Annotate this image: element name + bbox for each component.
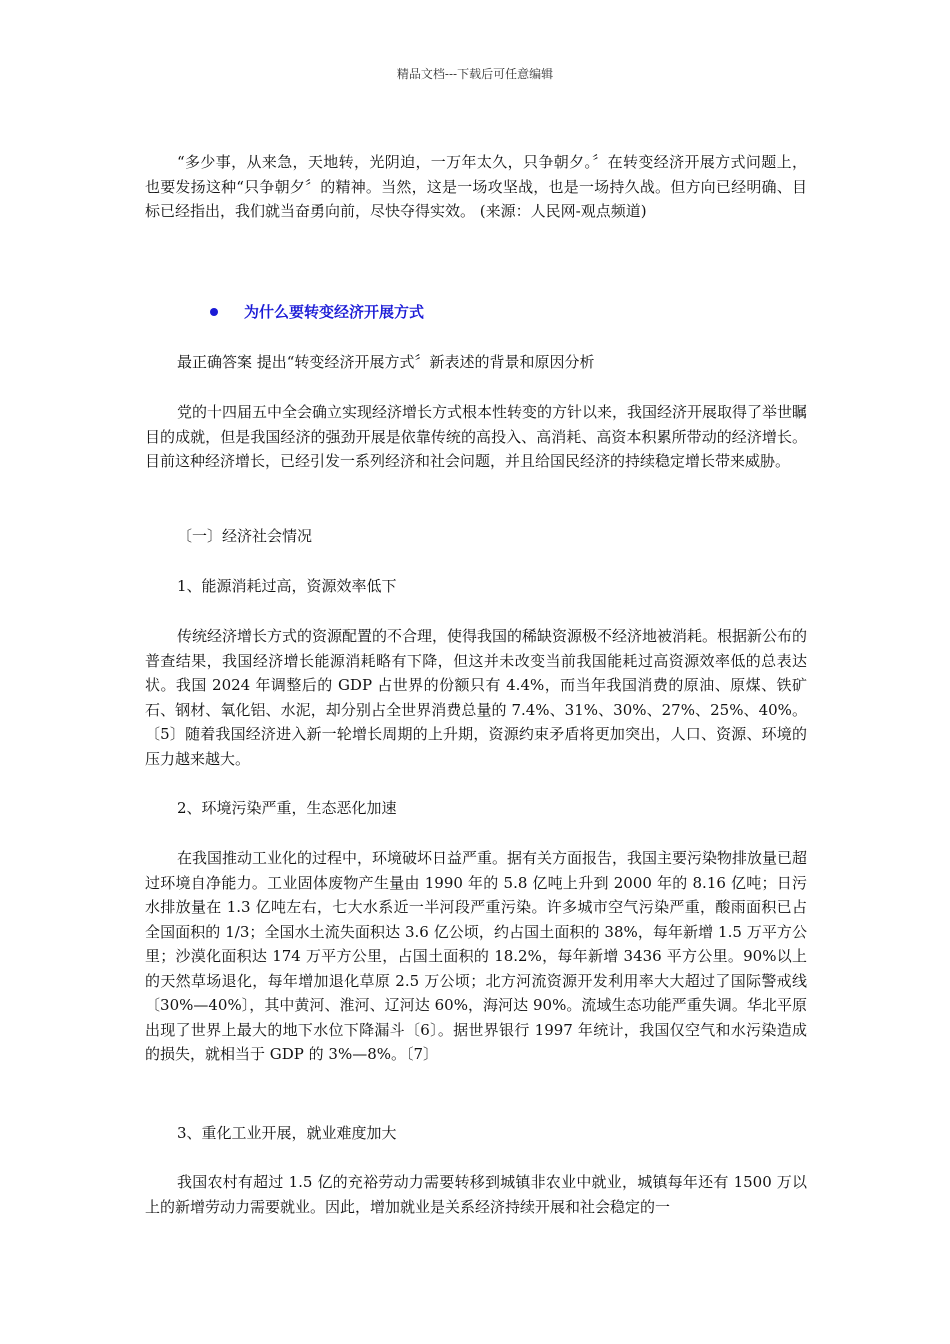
paragraph-energy: 传统经济增长方式的资源配置的不合理，使得我国的稀缺资源极不经济地被消耗。根据新公布的普查结果，我国经济增长能源消耗略有下降，但这并未改变当前我国能耗过高资源效率低的总表达状。我国 2024 年调整后的 GDP 占世界的份额只有 4.4%，而当年我国消费的原油、原煤、铁矿石、钢材、氧化铝、水泥，却分别占全世界消费总量的 7.4%、31%、30%、27%、25%、40%。〔5〕随着我国经济进入新一轮增长周期的上升期，资源约束矛盾将更加突出，人口、资源、环境的压力越来越大。 — [145, 627, 808, 768]
subheading-economic-social: 〔一〕经济社会情况 — [177, 527, 313, 545]
page-header: 精品文档---下载后可任意编辑 — [396, 67, 554, 81]
bullet-icon — [210, 308, 218, 316]
paragraph-intro: 党的十四届五中全会确立实现经济增长方式根本性转变的方针以来，我国经济开展取得了举世瞩目的成就，但是我国经济的强劲开展是依靠传统的高投入、高消耗、高资本积累所带动的经济增长。目前这种经济增长，已经引发一系列经济和社会问题，并且给国民经济的持续稳定增长带来威胁。 — [145, 403, 808, 470]
subheading-energy: 1、能源消耗过高，资源效率低下 — [177, 577, 397, 595]
subheading-employment: 3、重化工业开展，就业难度加大 — [177, 1124, 397, 1142]
paragraph-employment: 我国农村有超过 1.5 亿的充裕劳动力需要转移到城镇非农业中就业，城镇每年还有 1500 万以上的新增劳动力需要就业。因此，增加就业是关系经济持续开展和社会稳定的一 — [145, 1173, 807, 1216]
paragraph-environment: 在我国推动工业化的过程中，环境破坏日益严重。据有关方面报告，我国主要污染物排放量已超过环境自净能力。工业固体废物产生量由 1990 年的 5.8 亿吨上升到 2000 年的 8.16 亿吨；日污水排放量在 1.3 亿吨左右，七大水系近一半河段严重污染。许多城市空气污染严重，酸雨面积已占全国面积的 1/3；全国水土流失面积达 3.6 亿公顷，约占国土面积的 38%，每年新增 1.5 万平方公里；沙漠化面积达 174 万平方公里，占国土面积的 18.2%，每年新增 3436 平方公里。90%以上的天然草场退化，每年增加退化草原 2.5 万公顷；北方河流资源开发利用率大大超过了国际警戒线〔30%—40%〕，其中黄河、淮河、辽河达 60%，海河达 90%。流域生态功能严重失调。华北平原出现了世界上最大的地下水位下降漏斗〔6〕。据世界银行 1997 年统计，我国仅空气和水污染造成的损失，就相当于 GDP 的 3%—8%。〔7〕 — [145, 849, 808, 1063]
paragraph-quote: “多少事，从来急，天地转，光阴迫，一万年太久，只争朝夕。〞在转变经济开展方式问题上，也要发扬这种“只争朝夕〞的精神。当然，这是一场攻坚战，也是一场持久战。但方向已经明确、目标已经指出，我们就当奋勇向前，尽快夺得实效。 (来源：人民网-观点频道) — [145, 153, 807, 220]
subheading-environment: 2、环境污染严重，生态恶化加速 — [177, 799, 397, 817]
section-title: 为什么要转变经济开展方式 — [244, 303, 425, 321]
section-heading — [208, 300, 424, 324]
paragraph-subtitle: 最正确答案 提出“转变经济开展方式〞新表述的背景和原因分析 — [177, 353, 595, 371]
